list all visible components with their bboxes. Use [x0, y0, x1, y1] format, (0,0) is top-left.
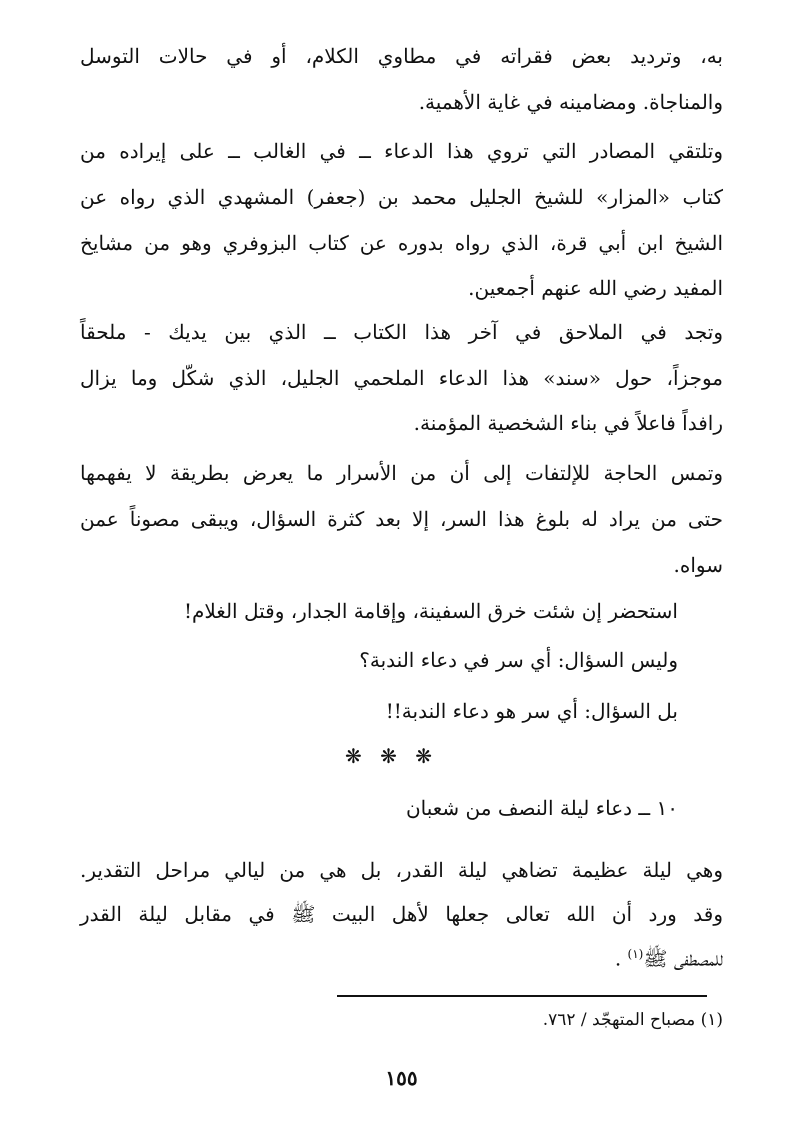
paragraph-3-line-2: موجزاً، حول «سند» هذا الدعاء الملحمي الجليل، الذي شكّل وما يزال: [80, 366, 723, 390]
paragraph-4-line-2: حتى من يراد له بلوغ هذا السر، إلا بعد كثرة السؤال، ويبقى مصوناً عمن: [80, 507, 723, 531]
paragraph-2-line-4: المفيد رضي الله عنهم أجمعين.: [468, 276, 723, 300]
closing-paragraph-line-3-text: للمصطفى ﷺ: [643, 946, 723, 971]
paragraph-2-line-2: كتاب «المزار» للشيخ الجليل محمد بن (جعفر) المشهدي الذي رواه عن: [80, 185, 723, 209]
closing-period: .: [614, 946, 622, 971]
closing-paragraph-line-1: وهي ليلة عظيمة تضاهي ليلة القدر، بل هي من ليالي مراحل التقدير.: [80, 858, 723, 882]
paragraph-3-line-3: رافداً فاعلاً في بناء الشخصية المؤمنة.: [413, 411, 723, 435]
section-heading: ١٠ ــ دعاء ليلة النصف من شعبان: [405, 796, 678, 820]
verse-line-1: استحضر إن شئت خرق السفينة، وإقامة الجدار، وقتل الغلام!: [183, 599, 678, 623]
verse-line-2: وليس السؤال: أي سر في دعاء الندبة؟: [359, 648, 678, 672]
paragraph-4-line-1: وتمس الحاجة للإلتفات إلى أن من الأسرار ما يعرض بطريقة لا يفهمها: [80, 461, 723, 485]
footnote-reference: (١): [627, 947, 644, 961]
paragraph-1-line-2: والمناجاة. ومضامينه في غاية الأهمية.: [418, 90, 723, 114]
footnote-divider: [337, 995, 707, 997]
closing-paragraph-line-3: [80, 940, 723, 973]
closing-paragraph-line-2: وقد ورد أن الله تعالى جعلها لأهل البيت ﷺ في مقابل ليلة القدر: [80, 902, 723, 926]
page-number: ١٥٥: [385, 1066, 418, 1090]
paragraph-3-line-1: وتجد في الملاحق في آخر هذا الكتاب ــ الذي بين يديك - ملحقاً: [80, 320, 723, 344]
paragraph-2-line-3: الشيخ ابن أبي قرة، الذي رواه بدوره عن كتاب البزوفري وهو من مشايخ: [80, 231, 723, 255]
paragraph-4-line-3: سواه.: [673, 553, 723, 577]
footnote: (١) مصباح المتهجّد / ٧٦٢.: [542, 1010, 723, 1030]
paragraph-1-line-1: به، وترديد بعض فقراته في مطاوي الكلام، أو في حالات التوسل: [80, 44, 723, 68]
paragraph-2-line-1: وتلتقي المصادر التي تروي هذا الدعاء ــ في الغالب ــ على إيراده من: [80, 139, 723, 163]
section-separator: ❋ ❋ ❋: [345, 744, 438, 768]
verse-line-3: بل السؤال: أي سر هو دعاء الندبة!!: [385, 699, 678, 723]
